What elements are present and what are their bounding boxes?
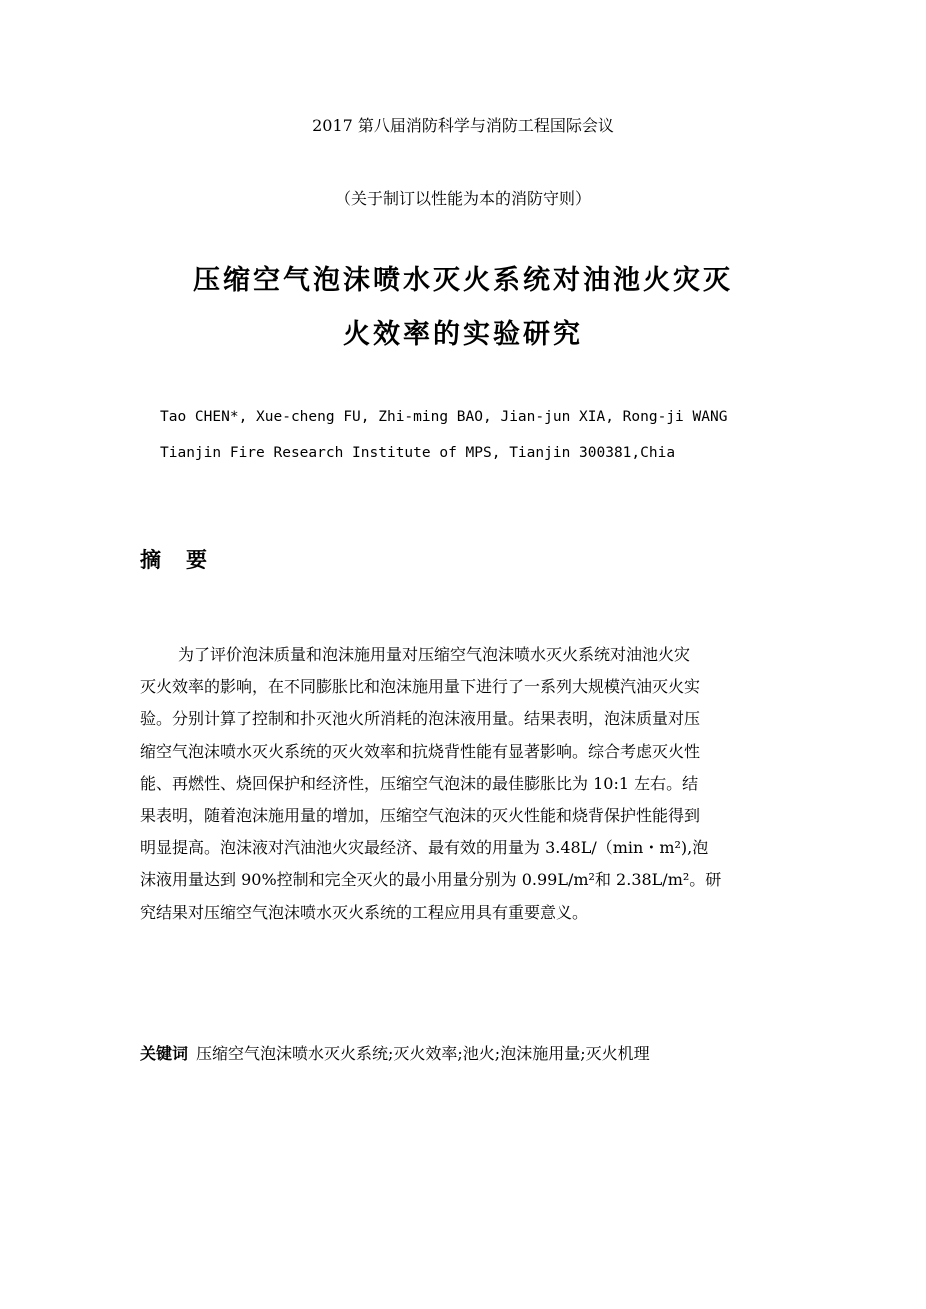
keywords: [140, 1043, 650, 1065]
abstract-line: 缩空气泡沫喷水灭火系统的灭火效率和抗烧背性能有显著影响。综合考虑灭火性: [140, 741, 701, 761]
keywords-text: 压缩空气泡沫喷水灭火系统;灭火效率;池火;泡沫施用量;灭火机理: [196, 1044, 650, 1063]
abstract-line: 为了评价泡沫质量和泡沫施用量对压缩空气泡沫喷水灭火系统对油池火灾: [178, 645, 691, 664]
abstract-line: 究结果对压缩空气泡沫喷水灭火系统的工程应用具有重要意义。: [140, 902, 589, 922]
abstract-line: 明显提高。泡沫液对汽油池火灾最经济、最有效的用量为 3.48L/（min・m²),泡: [140, 838, 709, 858]
paper-title-line-2: 火效率的实验研究: [343, 319, 583, 350]
abstract-line: 沫液用量达到 90%控制和完全灭火的最小用量分别为 0.99L/m²和 2.38L/m²。研: [140, 870, 722, 890]
abstract-line: 果表明，随着泡沫施用量的增加，压缩空气泡沫的灭火性能和烧背保护性能得到: [140, 805, 701, 825]
paper-title-line-1: 压缩空气泡沫喷水灭火系统对油池火灾灭: [193, 265, 733, 296]
keywords-label: 关键词: [140, 1044, 189, 1063]
conference-subtitle: （关于制订以性能为本的消防守则）: [334, 189, 591, 208]
author-affiliation: Tianjin Fire Research Institute of MPS, Tianjin 300381,Chia: [160, 445, 676, 461]
abstract-line: 灭火效率的影响，在不同膨胀比和泡沫施用量下进行了一系列大规模汽油灭火实: [140, 677, 701, 697]
conference-header: 2017 第八届消防科学与消防工程国际会议: [312, 116, 614, 135]
abstract-body: [140, 639, 786, 929]
abstract-line: 验。分别计算了控制和扑灭池火所消耗的泡沫液用量。结果表明，泡沫质量对压: [140, 709, 701, 729]
abstract-heading: 摘要: [140, 548, 232, 572]
author-list: Tao CHEN*, Xue-cheng FU, Zhi-ming BAO, Jian-jun XIA, Rong-ji WANG: [160, 409, 728, 425]
paper-title: [140, 254, 786, 362]
abstract-line: 能、再燃性、烧回保护和经济性，压缩空气泡沫的最佳膨胀比为 10:1 左右。结: [140, 773, 699, 793]
